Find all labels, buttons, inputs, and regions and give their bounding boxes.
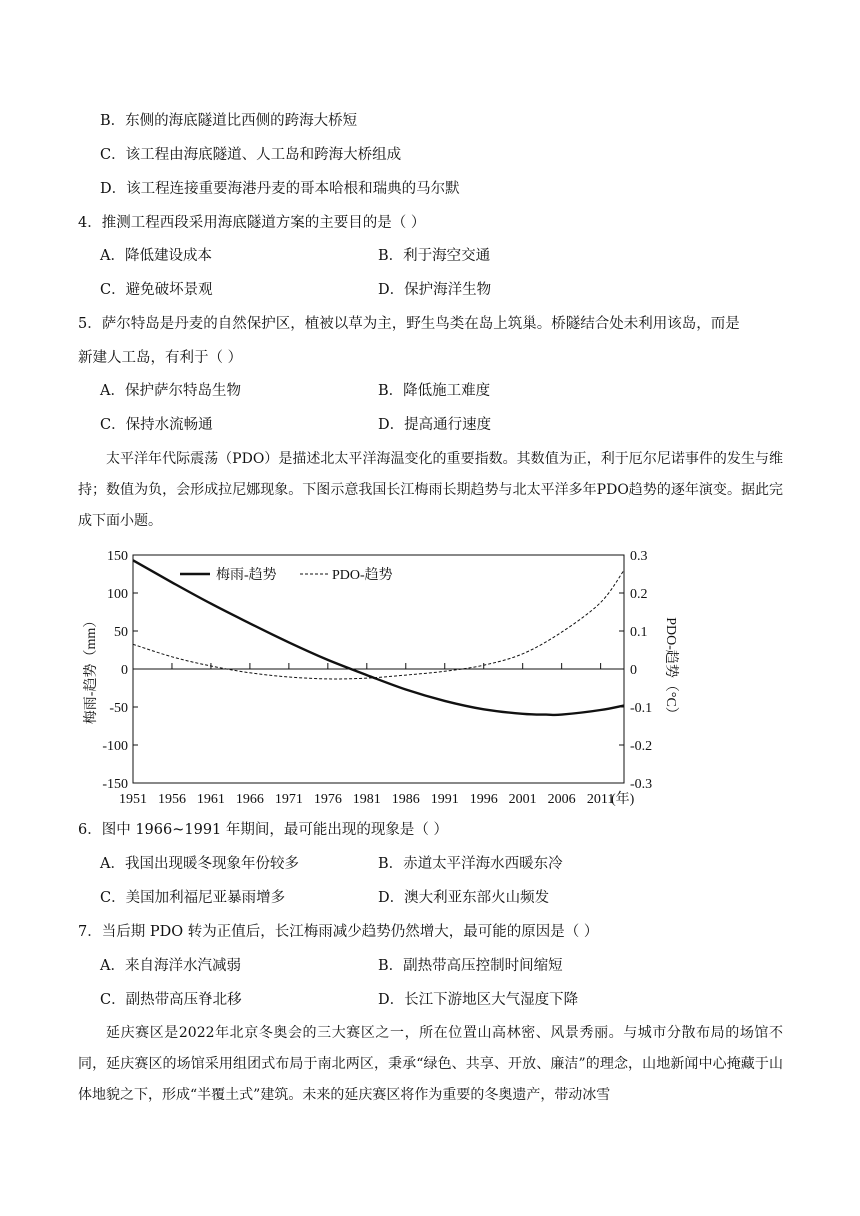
x-tick-label: 2011 xyxy=(586,792,615,807)
x-axis-unit-label: (年) xyxy=(611,792,635,807)
x-tick-label: 1996 xyxy=(469,792,498,807)
x-tick-label: 1966 xyxy=(235,792,264,807)
x-tick-label: 2006 xyxy=(547,792,576,807)
y-left-tick-label: 100 xyxy=(107,587,128,602)
q5-option-d: D．提高通行速度 xyxy=(378,417,492,433)
q7-option-a: A．来自海洋水汽减弱 xyxy=(100,958,241,974)
x-tick-label: 2001 xyxy=(508,792,537,807)
x-tick-label: 1976 xyxy=(313,792,342,807)
meiyu-trend-line xyxy=(133,560,624,715)
y-right-axis-label: PDO-趋势（°C） xyxy=(663,617,678,721)
passage-pdo: 太平洋年代际震荡（PDO）是描述北太平洋海温变化的重要指数。其数值为正，利于厄尔尼诺事件的发生与维持；数值为负，会形成拉尼娜现象。下图示意我国长江梅雨长期趋势与北太平洋多年PDO趋势的逐年演变。据此完成下面小题。 xyxy=(78,451,783,529)
legend-pdo-label: PDO-趋势 xyxy=(332,568,393,583)
q3-option-c: C．该工程由海底隧道、人工岛和跨海大桥组成 xyxy=(100,147,402,163)
x-tick-label: 1956 xyxy=(157,792,186,807)
y-left-tick-label: -150 xyxy=(102,777,128,792)
x-tick-label: 1971 xyxy=(274,792,303,807)
q7-option-d: D．长江下游地区大气湿度下降 xyxy=(378,992,579,1008)
y-left-tick-label: 50 xyxy=(114,625,128,640)
q4-option-a: A．降低建设成本 xyxy=(100,248,212,264)
q5-stem-line1: 5．萨尔特岛是丹麦的自然保护区，植被以草为主，野生鸟类在岛上筑巢。桥隧结合处未利用该岛，而是 xyxy=(78,316,740,332)
y-right-tick-label: 0.1 xyxy=(630,625,648,640)
meiyu-pdo-trend-chart xyxy=(0,540,860,815)
q5-option-a: A．保护萨尔特岛生物 xyxy=(100,383,241,399)
x-tick-label: 1981 xyxy=(352,792,381,807)
y-right-tick-label: -0.1 xyxy=(630,701,653,716)
q6-option-c: C．美国加利福尼亚暴雨增多 xyxy=(100,890,286,906)
q4-option-b: B．利于海空交通 xyxy=(378,248,491,264)
q6-option-a: A．我国出现暖冬现象年份较多 xyxy=(100,856,299,872)
q6-stem: 6．图中 1966~1991 年期间，最可能出现的现象是（ ） xyxy=(78,822,449,838)
y-left-tick-label: 150 xyxy=(107,549,128,564)
q5-stem-line2: 新建人工岛，有利于（ ） xyxy=(78,350,243,366)
q3-option-d: D．该工程连接重要海港丹麦的哥本哈根和瑞典的马尔默 xyxy=(100,181,460,197)
x-tick-label: 1986 xyxy=(391,792,420,807)
q4-option-d: D．保护海洋生物 xyxy=(378,282,492,298)
q6-option-b: B．赤道太平洋海水西暖东冷 xyxy=(378,856,563,872)
y-right-tick-label: 0 xyxy=(630,663,637,678)
x-tick-label: 1961 xyxy=(196,792,225,807)
y-right-tick-label: 0.2 xyxy=(630,587,648,602)
y-right-tick-label: -0.2 xyxy=(630,739,653,754)
q7-option-c: C．副热带高压脊北移 xyxy=(100,992,242,1008)
q5-option-c: C．保持水流畅通 xyxy=(100,417,213,433)
y-right-tick-label: -0.3 xyxy=(630,777,653,792)
y-left-tick-label: 0 xyxy=(121,663,128,678)
x-tick-label: 1951 xyxy=(119,792,147,807)
y-left-axis-label: 梅雨-趋势（mm） xyxy=(84,613,99,725)
x-tick-label: 1991 xyxy=(430,792,459,807)
pdo-trend-line xyxy=(133,570,624,679)
y-left-tick-label: -100 xyxy=(102,739,128,754)
y-right-tick-label: 0.3 xyxy=(630,549,648,564)
q7-stem: 7．当后期 PDO 转为正值后，长江梅雨减少趋势仍然增大，最可能的原因是（ ） xyxy=(78,924,599,940)
q7-option-b: B．副热带高压控制时间缩短 xyxy=(378,958,563,974)
q6-option-d: D．澳大利亚东部火山频发 xyxy=(378,890,550,906)
q5-option-b: B．降低施工难度 xyxy=(378,383,491,399)
passage-yanqing: 延庆赛区是2022年北京冬奥会的三大赛区之一，所在位置山高林密、风景秀丽。与城市分散布局的场馆不同，延庆赛区的场馆采用组团式布局于南北两区，秉承“绿色、共享、开放、廉洁”的理念，山地新闻中心掩藏于山体地貌之下，形成“半覆土式”建筑。未来的延庆赛区将作为重要的冬奥遗产，带动冰雪 xyxy=(78,1025,783,1103)
legend-meiyu-label: 梅雨-趋势 xyxy=(216,568,277,583)
q4-stem: 4．推测工程西段采用海底隧道方案的主要目的是（ ） xyxy=(78,215,426,231)
q4-option-c: C．避免破坏景观 xyxy=(100,282,213,298)
y-left-tick-label: -50 xyxy=(109,701,128,716)
q3-option-b: B．东侧的海底隧道比西侧的跨海大桥短 xyxy=(100,113,358,129)
